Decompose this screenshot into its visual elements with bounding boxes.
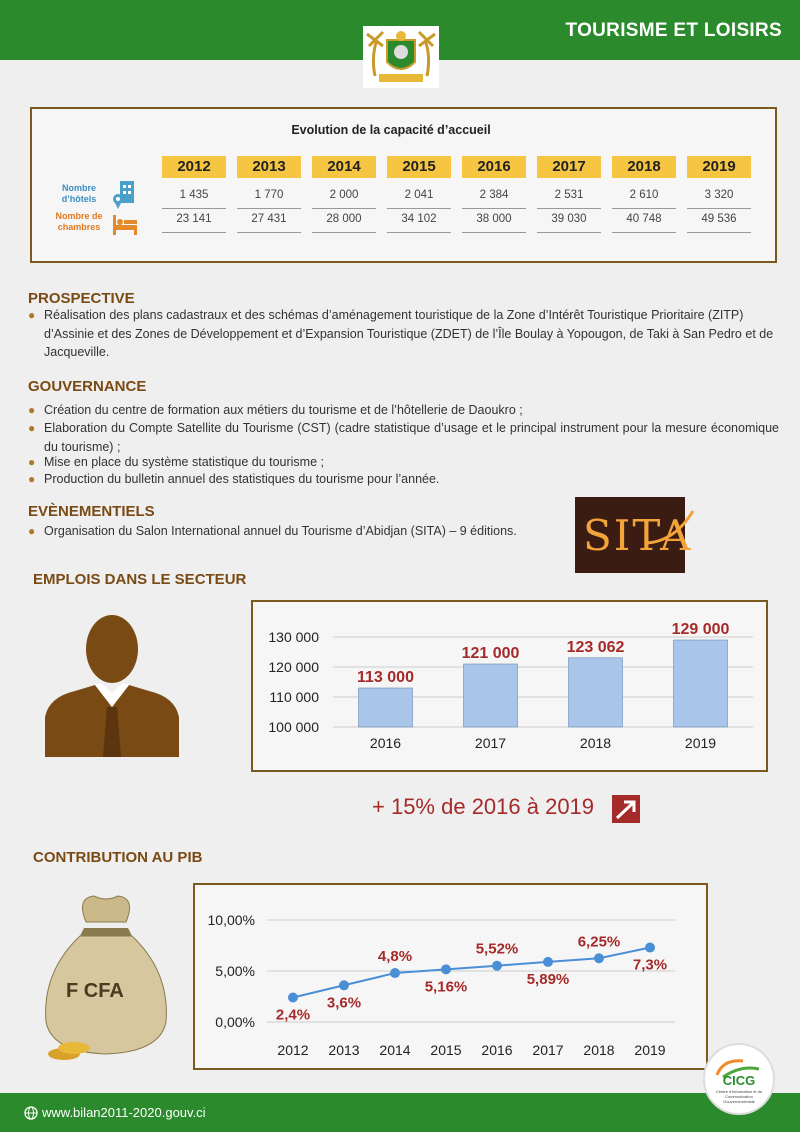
divider (462, 208, 526, 209)
year-header: 2015 (387, 156, 451, 178)
data-point (645, 943, 655, 953)
divider (612, 232, 676, 233)
rooms-value: 27 431 (251, 213, 287, 225)
x-tick-label: 2018 (579, 735, 612, 751)
bag-label: F CFA (66, 980, 124, 1002)
divider (537, 232, 601, 233)
bar (464, 664, 518, 727)
divider (312, 208, 376, 209)
data-label: 113 000 (357, 669, 414, 686)
list-item: ● Création du centre de formation aux métiers du tourisme et de l’hôtellerie de Daoukro ; (28, 403, 523, 417)
list-item: ● Réalisation des plans cadastraux et des schémas d’aménagement touristique de la Zone d’Intérêt Touristique Prioritaire (ZITP) d’Assinie et des Zones de Développement et d’Expansion Touristique (ZDET) de l’Île Boulay à Yopougon, de Taki à San Pedro et de Jacqueville. (28, 308, 774, 359)
rooms-value: 34 102 (401, 213, 437, 225)
x-tick-label: 2015 (430, 1042, 462, 1058)
bar (359, 688, 413, 727)
list-item: ● Mise en place du système statistique du tourisme ; (28, 455, 324, 469)
swoosh-icon (645, 507, 697, 547)
y-tick-label: 5,00% (215, 963, 255, 979)
divider (612, 208, 676, 209)
divider (387, 232, 451, 233)
divider (387, 208, 451, 209)
divider (162, 232, 226, 233)
hotel-icon (112, 179, 138, 209)
rooms-value: 38 000 (476, 213, 512, 225)
x-tick-label: 2016 (369, 735, 402, 751)
data-label: 6,25% (577, 933, 621, 951)
divider (237, 208, 301, 209)
data-label: 2,4% (275, 1006, 311, 1024)
hotels-value: 2 000 (329, 189, 359, 201)
data-label: 5,52% (475, 940, 519, 958)
data-label: 3,6% (326, 994, 362, 1012)
bar (674, 640, 728, 727)
rooms-value: 40 748 (626, 213, 662, 225)
x-tick-label: 2017 (532, 1042, 564, 1058)
bar-chart-svg (253, 602, 766, 770)
y-tick-label: 110 000 (269, 689, 319, 705)
page-title: TOURISME ET LOISIRS (565, 20, 782, 41)
emplois-chart (251, 600, 768, 772)
y-tick-label: 0,00% (215, 1014, 255, 1030)
hotels-value: 1 435 (179, 189, 209, 201)
y-tick-label: 10,00% (207, 912, 255, 928)
divider (237, 232, 301, 233)
data-point (492, 961, 502, 971)
sita-logo: SITA (575, 497, 685, 573)
divider (687, 232, 751, 233)
list-item: ● Elaboration du Compte Satellite du Tourisme (CST) (cadre statistique d’usage et le principal instrument pour la mesure économique du tourisme) ; (28, 421, 779, 454)
divider (687, 208, 751, 209)
x-tick-label: 2016 (481, 1042, 513, 1058)
x-tick-label: 2014 (379, 1042, 411, 1058)
coat-of-arms-emblem (363, 26, 439, 88)
year-header: 2013 (237, 156, 301, 178)
emplois-heading: EMPLOIS DANS LE SECTEUR (33, 571, 247, 588)
data-point (390, 968, 400, 978)
x-tick-label: 2018 (583, 1042, 615, 1058)
divider (462, 232, 526, 233)
data-label: 4,8% (377, 948, 413, 966)
data-point (339, 980, 349, 990)
divider (162, 208, 226, 209)
hotels-row-label: Nombre d’hôtels (61, 183, 97, 204)
cicg-logo: CICG Centre d'Information et de Communication Gouvernementale (703, 1043, 775, 1115)
data-point (543, 957, 553, 967)
year-header: 2012 (162, 156, 226, 178)
x-tick-label: 2017 (474, 735, 507, 751)
x-tick-label: 2013 (328, 1042, 360, 1058)
data-point (594, 953, 604, 963)
capacity-table (30, 107, 777, 263)
list-item: ● Production du bulletin annuel des statistiques du tourisme pour l’année. (28, 472, 440, 486)
data-label: 5,16% (424, 978, 468, 996)
globe-icon (24, 1106, 38, 1120)
year-header: 2019 (687, 156, 751, 178)
pib-heading: CONTRIBUTION AU PIB (33, 849, 203, 866)
x-tick-label: 2019 (634, 1042, 666, 1058)
trend-up-icon (612, 795, 640, 823)
data-point (288, 993, 298, 1003)
hotels-value: 3 320 (704, 189, 734, 201)
line-chart-svg (195, 885, 706, 1068)
capacity-title: Evolution de la capacité d’accueil (291, 123, 491, 137)
rooms-value: 28 000 (326, 213, 362, 225)
y-tick-label: 120 000 (268, 659, 319, 675)
y-tick-label: 130 000 (268, 629, 319, 645)
x-tick-label: 2019 (684, 735, 717, 751)
pib-chart (193, 883, 708, 1070)
person-silhouette-icon (45, 607, 179, 757)
prospective-heading: PROSPECTIVE (28, 290, 135, 307)
evenementiels-heading: EVÈNEMENTIELS (28, 503, 155, 520)
list-item: ● Organisation du Salon International annuel du Tourisme d’Abidjan (SITA) – 9 éditions. (28, 524, 517, 538)
website-link[interactable]: www.bilan2011-2020.gouv.ci (42, 1105, 206, 1120)
data-label: 7,3% (632, 956, 668, 974)
hotels-value: 2 384 (479, 189, 509, 201)
growth-text: + 15% de 2016 à 2019 (372, 794, 595, 819)
rooms-row-label: Nombre de chambres (55, 211, 103, 232)
data-point (441, 964, 451, 974)
hotels-value: 2 041 (404, 189, 434, 201)
year-header: 2014 (312, 156, 376, 178)
bar (569, 658, 623, 727)
divider (312, 232, 376, 233)
year-header: 2016 (462, 156, 526, 178)
divider (537, 208, 601, 209)
data-label: 121 000 (461, 645, 520, 662)
hotels-value: 1 770 (254, 189, 284, 201)
data-label: 129 000 (671, 621, 730, 638)
bullet-dot: ● (28, 308, 36, 322)
year-header: 2018 (612, 156, 676, 178)
rooms-value: 49 536 (701, 213, 737, 225)
rooms-value: 39 030 (551, 213, 587, 225)
gouvernance-heading: GOUVERNANCE (28, 378, 147, 395)
year-header: 2017 (537, 156, 601, 178)
data-label: 123 062 (566, 638, 625, 656)
x-tick-label: 2012 (277, 1042, 309, 1058)
hotels-value: 2 531 (554, 189, 584, 201)
bed-icon (112, 213, 138, 235)
rooms-value: 23 141 (176, 213, 212, 225)
data-label: 5,89% (526, 970, 570, 988)
hotels-value: 2 610 (629, 189, 659, 201)
y-tick-label: 100 000 (268, 719, 319, 735)
